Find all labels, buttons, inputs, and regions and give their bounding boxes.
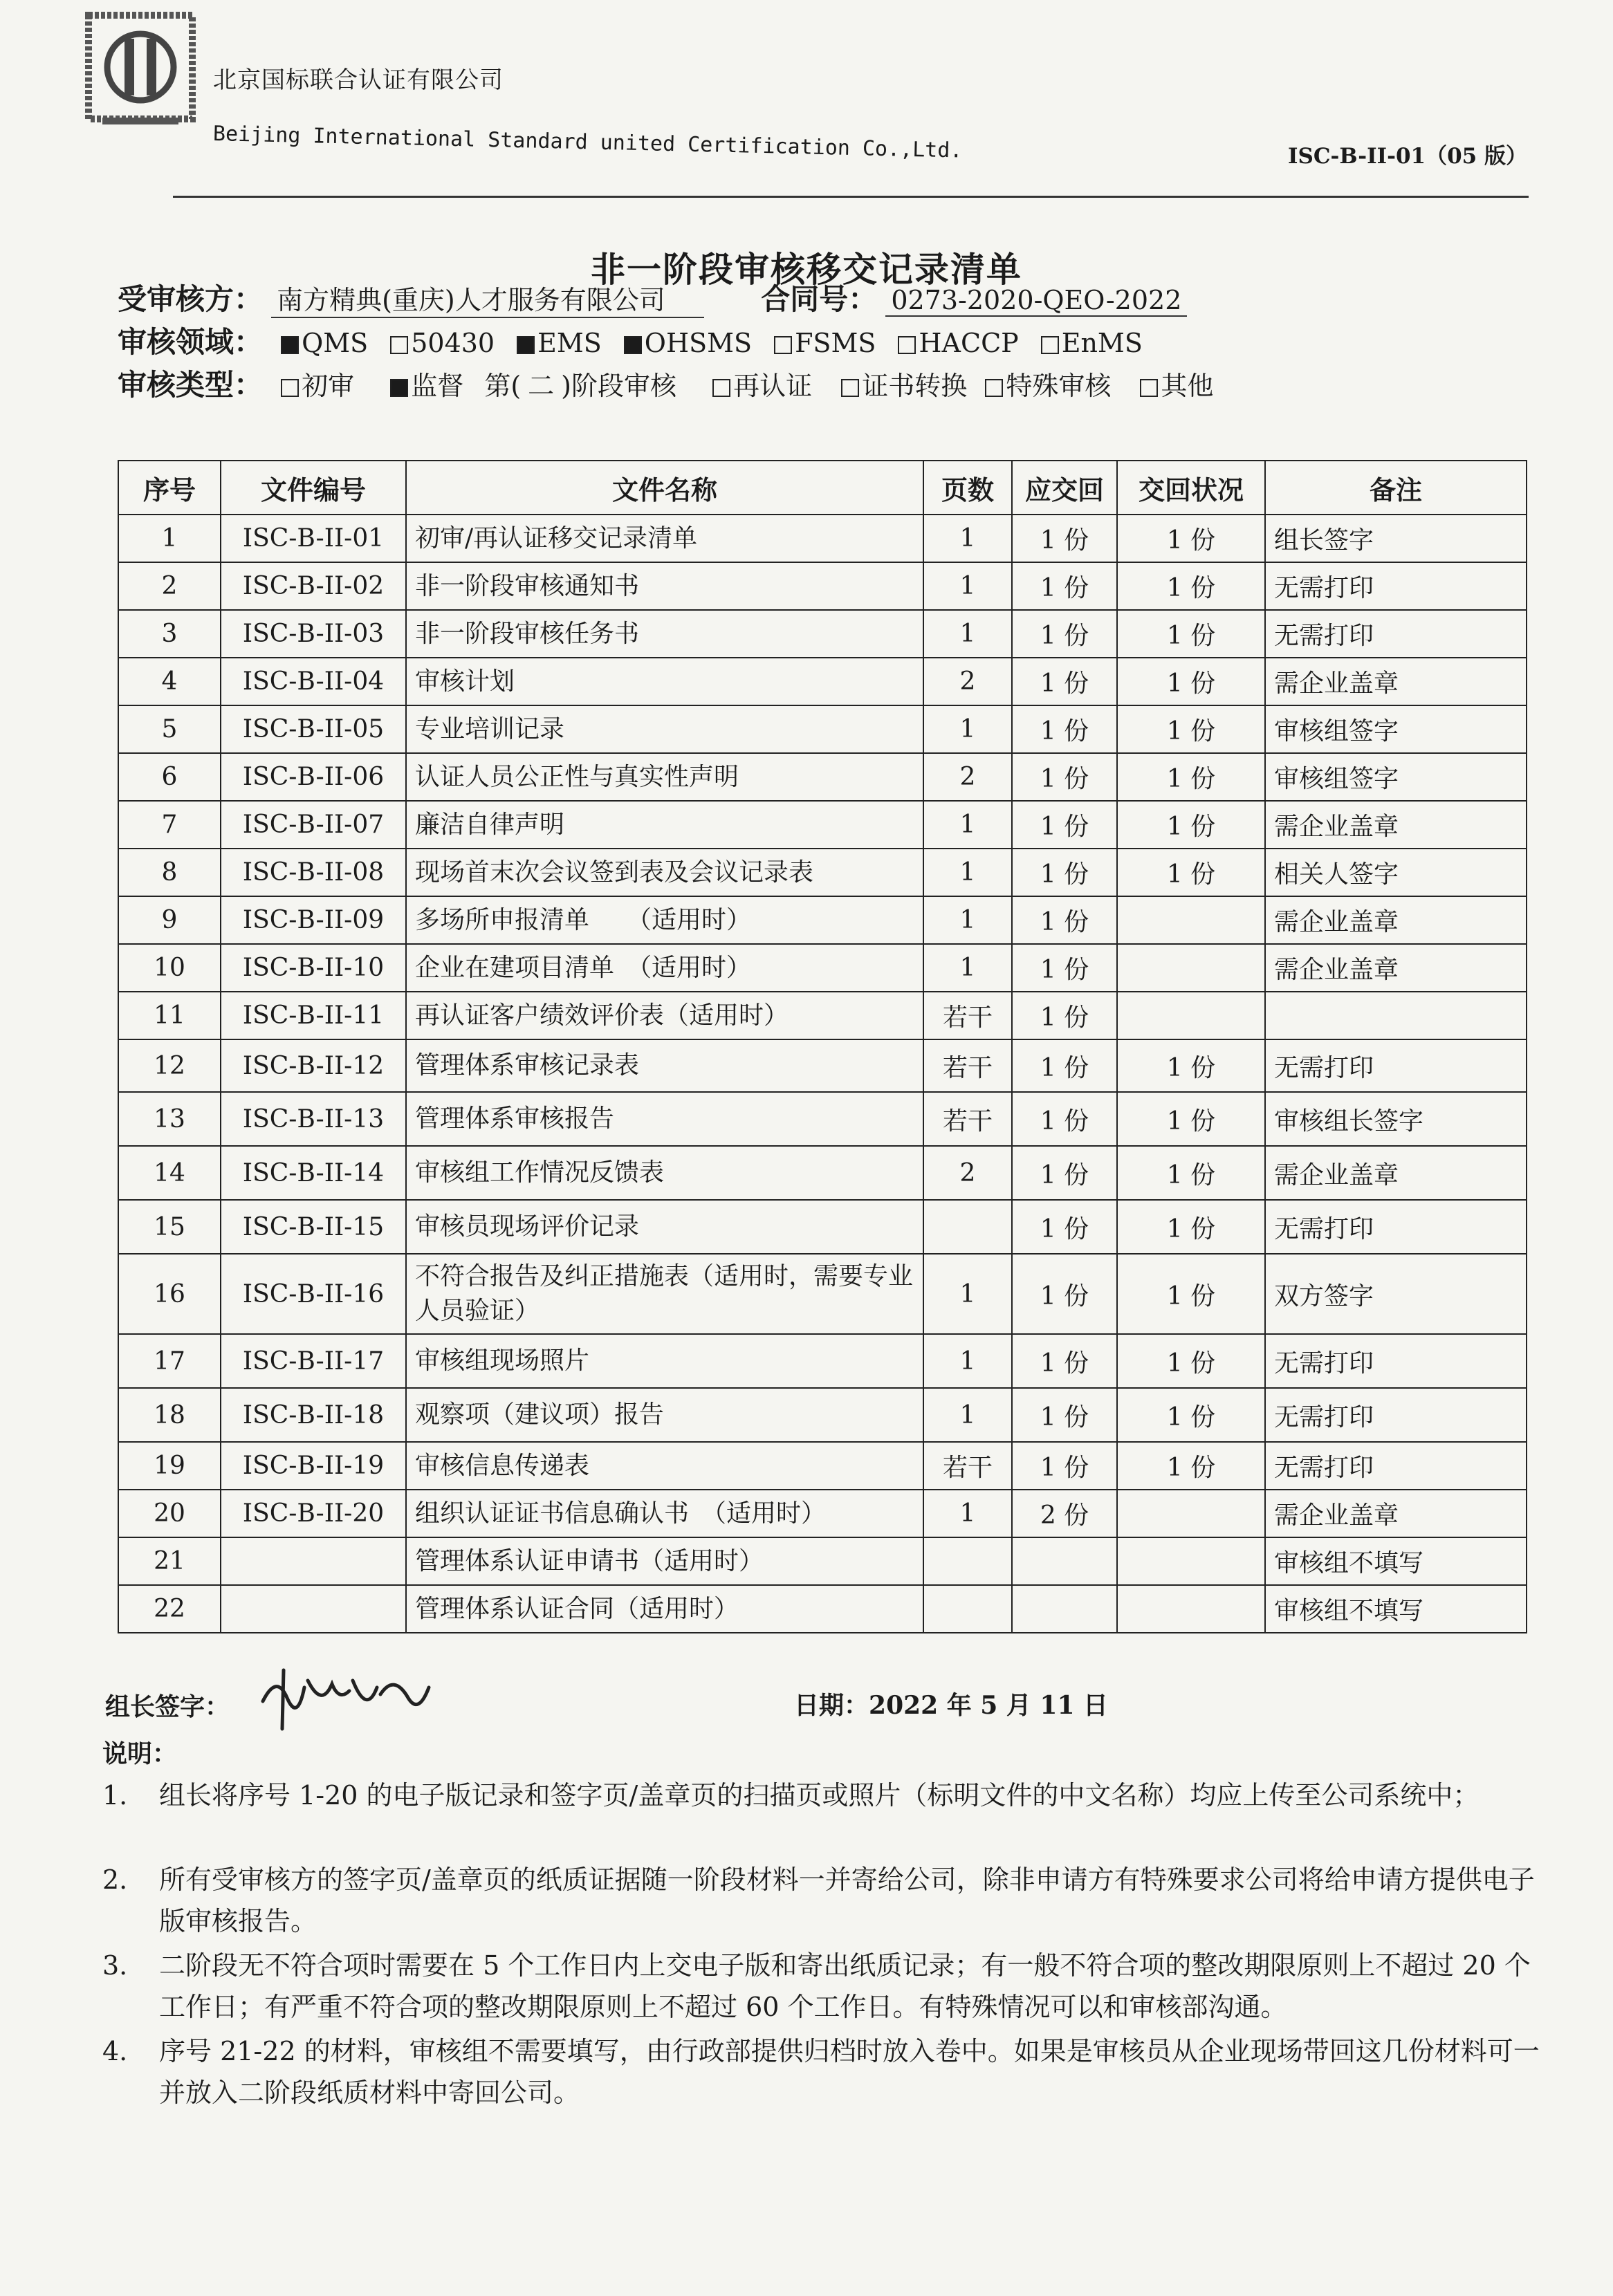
remark: 无需打印 [1265,1442,1527,1490]
domain-label-qms: QMS [302,328,369,358]
return-status [1117,1585,1265,1633]
return-status: 1 份 [1117,801,1265,849]
date-row [794,1686,1108,1721]
row-index: 18 [118,1388,221,1442]
doc-number: ISC-B-II-11 [221,992,406,1039]
remark: 需企业盖章 [1265,1490,1527,1537]
return-status: 1 份 [1117,1092,1265,1146]
transfer-record-table [118,460,1527,1633]
table-row [118,658,1527,705]
audit-domain-label: 审核领域： [118,325,264,359]
page-count: 若干 [923,1442,1012,1490]
row-index: 20 [118,1490,221,1537]
remark: 需企业盖章 [1265,944,1527,992]
note-text: 序号 21-22 的材料，审核组不需要填写，由行政部提供归档时放入卷中。如果是审核员从企业现场带回这几份材料可一并放入二阶段纸质材料中寄回公司。 [159,2036,1540,2108]
return-status: 1 份 [1117,849,1265,896]
special-label: 特殊审核 [1006,371,1112,401]
due-count [1012,1585,1117,1633]
checkbox-domain-qms[interactable] [281,336,299,354]
audit-type-label: 审核类型： [118,368,264,402]
table-row [118,849,1527,896]
checkbox-domain-fsms[interactable] [774,336,792,354]
auditee-label: 受审核方： [118,282,264,316]
note-number: 4. [102,2036,128,2066]
doc-name: 审核计划 [406,658,923,705]
doc-name: 审核员现场评价记录 [406,1200,923,1254]
audit-domain-row [118,320,1155,361]
return-status [1117,1537,1265,1585]
checkbox-initial[interactable] [281,379,299,397]
date-value: 2022 年 5 月 11 日 [869,1691,1109,1720]
remark: 无需打印 [1265,1039,1527,1092]
doc-number: ISC-B-II-06 [221,753,406,801]
table-row [118,992,1527,1039]
checkbox-other[interactable] [1140,379,1158,397]
doc-number [221,1585,406,1633]
return-status [1117,896,1265,944]
date-label: 日期： [794,1691,869,1720]
note-number: 1. [102,1780,128,1811]
doc-name: 廉洁自律声明 [406,801,923,849]
table-row [118,705,1527,753]
row-index: 11 [118,992,221,1039]
auditee-value: 南方精典(重庆)人才服务有限公司 [271,279,704,318]
row-index: 7 [118,801,221,849]
header-return-status: 交回状况 [1117,461,1265,515]
due-count: 1 份 [1012,801,1117,849]
doc-name: 非一阶段审核通知书 [406,562,923,610]
return-status: 1 份 [1117,1388,1265,1442]
page-count: 若干 [923,1039,1012,1092]
return-status: 1 份 [1117,1039,1265,1092]
due-count: 1 份 [1012,1388,1117,1442]
page-count: 2 [923,753,1012,801]
contract-value: 0273-2020-QEO-2022 [885,285,1187,317]
form-code: ISC-B-II-01（05 版） [1288,144,1528,169]
doc-name: 现场首末次会议签到表及会议记录表 [406,849,923,896]
recert-label: 再认证 [733,371,813,401]
company-name-en: Beijing International Standard united Certification Co.,Ltd. [212,122,963,163]
row-index: 1 [118,515,221,562]
table-row [118,753,1527,801]
row-index: 21 [118,1537,221,1585]
doc-number: ISC-B-II-02 [221,562,406,610]
checkbox-recert[interactable] [712,379,730,397]
header-pages: 页数 [923,461,1012,515]
remark [1265,992,1527,1039]
table-row [118,562,1527,610]
checkbox-domain-enms[interactable] [1041,336,1059,354]
return-status: 1 份 [1117,705,1265,753]
header-remarks: 备注 [1265,461,1527,515]
remark: 审核组签字 [1265,753,1527,801]
auditee-row [118,277,1187,318]
page-count: 若干 [923,1092,1012,1146]
due-count: 1 份 [1012,515,1117,562]
return-status: 1 份 [1117,1146,1265,1200]
note-text: 所有受审核方的签字页/盖章页的纸质证据随一阶段材料一并寄给公司，除非申请方有特殊要求公司将给申请方提供电子版审核报告。 [159,1864,1535,1936]
due-count: 1 份 [1012,1254,1117,1334]
table-row [118,896,1527,944]
leader-signature-label: 组长签字： [105,1692,230,1721]
remark: 审核组不填写 [1265,1585,1527,1633]
doc-name: 管理体系认证申请书（适用时） [406,1537,923,1585]
doc-number: ISC-B-II-09 [221,896,406,944]
checkbox-domain-haccp[interactable] [898,336,916,354]
row-index: 6 [118,753,221,801]
doc-number [221,1537,406,1585]
return-status: 1 份 [1117,1334,1265,1388]
remark: 需企业盖章 [1265,896,1527,944]
doc-name: 企业在建项目清单 （适用时） [406,944,923,992]
doc-number: ISC-B-II-08 [221,849,406,896]
due-count: 1 份 [1012,658,1117,705]
checkbox-transfer[interactable] [841,379,859,397]
table-header-row [118,461,1527,515]
note-item [102,1775,1541,1816]
table-row [118,1092,1527,1146]
page-count [923,1537,1012,1585]
remark: 无需打印 [1265,1200,1527,1254]
table-row [118,1537,1527,1585]
row-index: 19 [118,1442,221,1490]
doc-number: ISC-B-II-10 [221,944,406,992]
page-count: 1 [923,610,1012,658]
doc-number: ISC-B-II-18 [221,1388,406,1442]
header-index: 序号 [118,461,221,515]
checkbox-domain-50430[interactable] [390,336,408,354]
return-status: 1 份 [1117,515,1265,562]
stage-prefix: 第( [484,371,522,401]
page-count: 1 [923,1388,1012,1442]
page-count [923,1585,1012,1633]
return-status: 1 份 [1117,1442,1265,1490]
note-text: 二阶段无不符合项时需要在 5 个工作日内上交电子版和寄出纸质记录；有一般不符合项的整改期限原则上不超过 20 个工作日；有严重不符合项的整改期限原则上不超过 60 个工作日。有特殊情况可以和审核部沟通。 [159,1950,1531,2022]
remark: 需企业盖章 [1265,658,1527,705]
page-count: 1 [923,562,1012,610]
company-logo [82,8,199,133]
page-count: 若干 [923,992,1012,1039]
due-count: 1 份 [1012,1039,1117,1092]
remark: 无需打印 [1265,1388,1527,1442]
return-status [1117,1490,1265,1537]
page-count: 1 [923,801,1012,849]
row-index: 16 [118,1254,221,1334]
surveillance-label: 监督 [411,371,464,401]
return-status: 1 份 [1117,610,1265,658]
return-status [1117,992,1265,1039]
table-row [118,801,1527,849]
due-count: 1 份 [1012,944,1117,992]
page-count: 1 [923,1334,1012,1388]
remark: 双方签字 [1265,1254,1527,1334]
doc-number: ISC-B-II-14 [221,1146,406,1200]
header-doc-no: 文件编号 [221,461,406,515]
note-number: 3. [102,1950,128,1981]
doc-number: ISC-B-II-13 [221,1092,406,1146]
transfer-label: 证书转换 [862,371,968,401]
page-count: 1 [923,1254,1012,1334]
doc-name: 认证人员公正性与真实性声明 [406,753,923,801]
doc-number: ISC-B-II-07 [221,801,406,849]
other-label: 其他 [1161,371,1214,401]
note-number: 2. [102,1864,128,1895]
doc-number: ISC-B-II-04 [221,658,406,705]
audit-type-row [118,362,1213,404]
handwritten-signature [256,1660,436,1736]
doc-name: 非一阶段审核任务书 [406,610,923,658]
row-index: 4 [118,658,221,705]
row-index: 10 [118,944,221,992]
return-status: 1 份 [1117,753,1265,801]
doc-name: 管理体系审核记录表 [406,1039,923,1092]
row-index: 3 [118,610,221,658]
note-item [102,1859,1541,1942]
doc-number: ISC-B-II-20 [221,1490,406,1537]
doc-name: 管理体系审核报告 [406,1092,923,1146]
table-row [118,1442,1527,1490]
doc-name: 审核组现场照片 [406,1334,923,1388]
document-title: 非一阶段审核移交记录清单 [591,249,1022,290]
domain-label-haccp: HACCP [919,328,1019,358]
table-row [118,1039,1527,1092]
row-index: 8 [118,849,221,896]
due-count: 1 份 [1012,1200,1117,1254]
return-status: 1 份 [1117,1200,1265,1254]
table-row [118,515,1527,562]
header-divider [173,196,1529,198]
domain-label-ems: EMS [537,328,602,358]
row-index: 17 [118,1334,221,1388]
return-status: 1 份 [1117,562,1265,610]
page-count: 1 [923,944,1012,992]
company-name-cn: 北京国标联合认证有限公司 [213,66,504,94]
stage-number: 二 [528,371,555,401]
return-status: 1 份 [1117,658,1265,705]
page-count: 1 [923,849,1012,896]
doc-number: ISC-B-II-19 [221,1442,406,1490]
doc-name: 观察项（建议项）报告 [406,1388,923,1442]
notes-label: 说明： [102,1739,178,1768]
doc-name: 不符合报告及纠正措施表（适用时，需要专业人员验证） [406,1254,923,1334]
note-text: 组长将序号 1-20 的电子版记录和签字页/盖章页的扫描页或照片（标明文件的中文名称）均应上传至公司系统中； [159,1780,1480,1811]
domain-label-enms: EnMS [1061,328,1143,358]
remark: 审核组签字 [1265,705,1527,753]
header-doc-name: 文件名称 [406,461,923,515]
checkbox-domain-ems[interactable] [517,336,535,354]
page-count [923,1200,1012,1254]
row-index: 5 [118,705,221,753]
doc-number: ISC-B-II-03 [221,610,406,658]
due-count: 1 份 [1012,1146,1117,1200]
due-count: 1 份 [1012,562,1117,610]
row-index: 13 [118,1092,221,1146]
doc-name: 组织认证证书信息确认书 （适用时） [406,1490,923,1537]
due-count: 1 份 [1012,1442,1117,1490]
table-row [118,1585,1527,1633]
page-count: 2 [923,658,1012,705]
row-index: 22 [118,1585,221,1633]
table-row [118,1388,1527,1442]
table-row [118,944,1527,992]
remark: 无需打印 [1265,562,1527,610]
table-row [118,610,1527,658]
due-count: 1 份 [1012,610,1117,658]
page-count: 1 [923,515,1012,562]
due-count: 1 份 [1012,992,1117,1039]
row-index: 12 [118,1039,221,1092]
due-count: 1 份 [1012,849,1117,896]
due-count: 1 份 [1012,1092,1117,1146]
page-count: 1 [923,896,1012,944]
table-row [118,1200,1527,1254]
doc-name: 初审/再认证移交记录清单 [406,515,923,562]
doc-number: ISC-B-II-12 [221,1039,406,1092]
remark: 相关人签字 [1265,849,1527,896]
remark: 需企业盖章 [1265,801,1527,849]
checkbox-surveillance[interactable] [390,379,408,397]
doc-name: 专业培训记录 [406,705,923,753]
table-row [118,1334,1527,1388]
remark: 审核组不填写 [1265,1537,1527,1585]
page-count: 2 [923,1146,1012,1200]
note-item [102,1945,1541,2028]
doc-name: 审核组工作情况反馈表 [406,1146,923,1200]
doc-name: 再认证客户绩效评价表（适用时） [406,992,923,1039]
due-count: 1 份 [1012,1334,1117,1388]
remark: 无需打印 [1265,1334,1527,1388]
remark: 需企业盖章 [1265,1146,1527,1200]
row-index: 2 [118,562,221,610]
table-row [118,1254,1527,1334]
remark: 审核组长签字 [1265,1092,1527,1146]
return-status: 1 份 [1117,1254,1265,1334]
contract-label: 合同号： [761,282,878,316]
initial-label: 初审 [302,371,355,401]
doc-name: 多场所申报清单 （适用时） [406,896,923,944]
due-count [1012,1537,1117,1585]
page-count: 1 [923,705,1012,753]
checkbox-domain-ohsms[interactable] [624,336,642,354]
row-index: 14 [118,1146,221,1200]
due-count: 1 份 [1012,753,1117,801]
remark: 无需打印 [1265,610,1527,658]
due-count: 1 份 [1012,896,1117,944]
domain-label-fsms: FSMS [795,328,876,358]
doc-number: ISC-B-II-15 [221,1200,406,1254]
note-item [102,2030,1541,2113]
page-count: 1 [923,1490,1012,1537]
table-row [118,1146,1527,1200]
checkbox-special[interactable] [985,379,1003,397]
domain-label-50430: 50430 [411,328,495,358]
due-count: 1 份 [1012,705,1117,753]
row-index: 15 [118,1200,221,1254]
remark: 组长签字 [1265,515,1527,562]
due-count: 2 份 [1012,1490,1117,1537]
return-status [1117,944,1265,992]
doc-number: ISC-B-II-05 [221,705,406,753]
table-row [118,1490,1527,1537]
doc-number: ISC-B-II-16 [221,1254,406,1334]
doc-number: ISC-B-II-17 [221,1334,406,1388]
domain-label-ohsms: OHSMS [644,328,753,358]
doc-number: ISC-B-II-01 [221,515,406,562]
stage-suffix: )阶段审核 [561,371,676,401]
doc-name: 管理体系认证合同（适用时） [406,1585,923,1633]
header-due: 应交回 [1012,461,1117,515]
row-index: 9 [118,896,221,944]
doc-name: 审核信息传递表 [406,1442,923,1490]
